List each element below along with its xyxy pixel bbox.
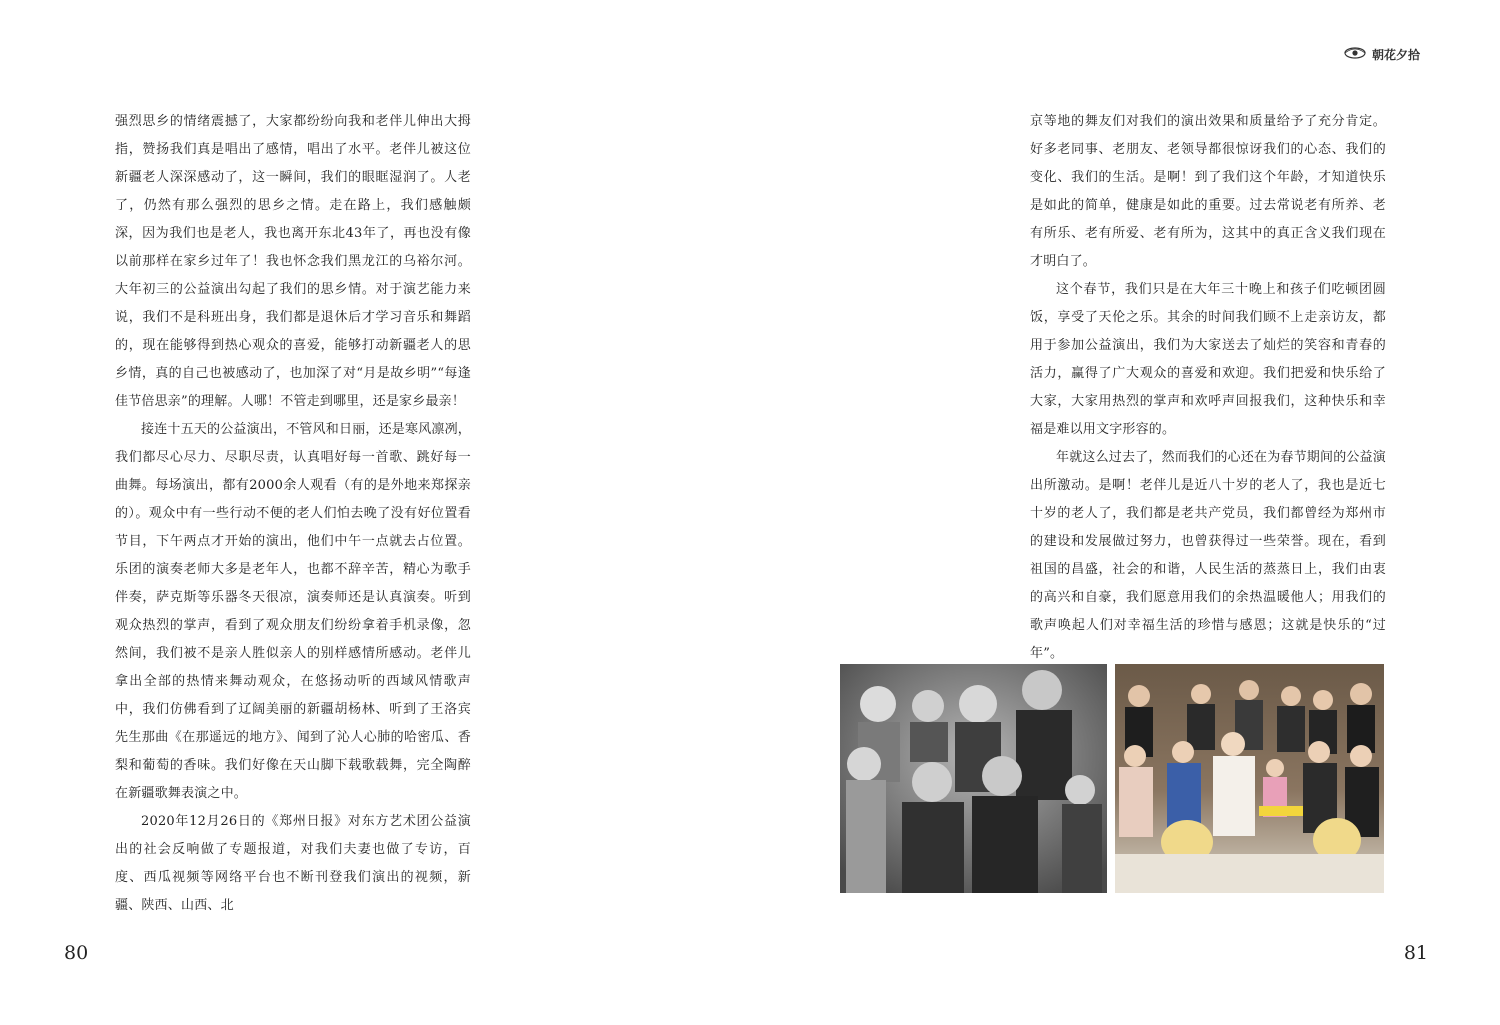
header-title: 朝花夕拾 bbox=[1371, 47, 1420, 62]
paragraph: 2020年12月26日的《郑州日报》对东方艺术团公益演出的社会反响做了专题报道，对我们夫妻也做了专访，百度、西瓜视频等网络平台也不断刊登我们演出的视频，新疆、陕西、山西、北 bbox=[115, 814, 471, 913]
paragraph: 强烈思乡的情绪震撼了，大家都纷纷向我和老伴儿伸出大拇指，赞扬我们真是唱出了感情，唱出了水平。老伴儿被这位新疆老人深深感动了，这一瞬间，我们的眼眶湿润了。人老了，仍然有那么强烈的思乡之情。走在路上，我们感触颇深，因为我们也是老人，我也离开东北43年了，再也没有像以前那样在家乡过年了！我也怀念我们黑龙江的乌裕尔河。大年初三的公益演出勾起了我们的思乡情。对于演艺能力来说，我们不是科班出身，我们都是退休后才学习音乐和舞蹈的，现在能够得到热心观众的喜爱，能够打动新疆老人的思乡情，真的自己也被感动了，也加深了对“月是故乡明”“每逢佳节倍思亲”的理解。人哪！不管走到哪里，还是家乡最亲！ bbox=[115, 114, 471, 409]
family-dinner-photo bbox=[1115, 664, 1384, 893]
paragraph: 年就这么过去了，然而我们的心还在为春节期间的公益演出所激动。是啊！老伴儿是近八十岁的老人了，我也是近七十岁的老人了，我们都是老共产党员，我们都曾经为郑州市的建设和发展做过努力，也曾获得过一些荣誉。现在，看到祖国的昌盛，社会的和谐，人民生活的蒸蒸日上，我们由衷的高兴和自豪，我们愿意用我们的余热温暖他人；用我们的歌声唤起人们对幸福生活的珍惜与感恩；这就是快乐的“过年”。 bbox=[1030, 450, 1387, 661]
paragraph: 接连十五天的公益演出，不管风和日丽，还是寒风凛冽，我们都尽心尽力、尽职尽责，认真唱好每一首歌、跳好每一曲舞。每场演出，都有2000余人观看（有的是外地来郑探亲的）。观众中有一些行动不便的老人们怕去晚了没有好位置看节目，下午两点才开始的演出，他们中午一点就去占位置。乐团的演奏老师大多是老年人，也都不辞辛苦，精心为歌手伴奏，萨克斯等乐器冬天很凉，演奏师还是认真演奏。听到观众热烈的掌声，看到了观众朋友们纷纷拿着手机录像，忽然间，我们被不是亲人胜似亲人的别样感情所感动。老伴儿拿出全部的热情来舞动观众，在悠扬动听的西域风情歌声中，我们仿佛看到了辽阔美丽的新疆胡杨林、听到了王洛宾先生那曲《在那遥远的地方》、闻到了沁人心肺的哈密瓜、香梨和葡萄的香味。我们好像在天山脚下载歌载舞，完全陶醉在新疆歌舞表演之中。 bbox=[115, 422, 472, 801]
page-number-left: 80 bbox=[64, 942, 89, 964]
family-portrait-photo bbox=[840, 664, 1107, 893]
paragraph: 京等地的舞友们对我们的演出效果和质量给予了充分肯定。好多老同事、老朋友、老领导都很惊讶我们的心态、我们的变化、我们的生活。是啊！到了我们这个年龄，才知道快乐是如此的简单，健康是如此的重要。过去常说老有所养、老有所乐、老有所爱、老有所为，这其中的真正含义我们现在才明白了。 bbox=[1030, 114, 1386, 269]
page-number-right: 81 bbox=[1403, 942, 1428, 964]
running-header bbox=[1344, 44, 1420, 64]
eye-emblem-icon bbox=[1344, 46, 1366, 63]
right-text-column bbox=[1030, 108, 1386, 668]
left-text-column bbox=[115, 108, 471, 920]
paragraph: 这个春节，我们只是在大年三十晚上和孩子们吃顿团圆饭，享受了天伦之乐。其余的时间我们顾不上走亲访友，都用于参加公益演出，我们为大家送去了灿烂的笑容和青春的活力，赢得了广大观众的喜爱和欢迎。我们把爱和快乐给了大家，大家用热烈的掌声和欢呼声回报我们，这种快乐和幸福是难以用文字形容的。 bbox=[1030, 282, 1386, 437]
